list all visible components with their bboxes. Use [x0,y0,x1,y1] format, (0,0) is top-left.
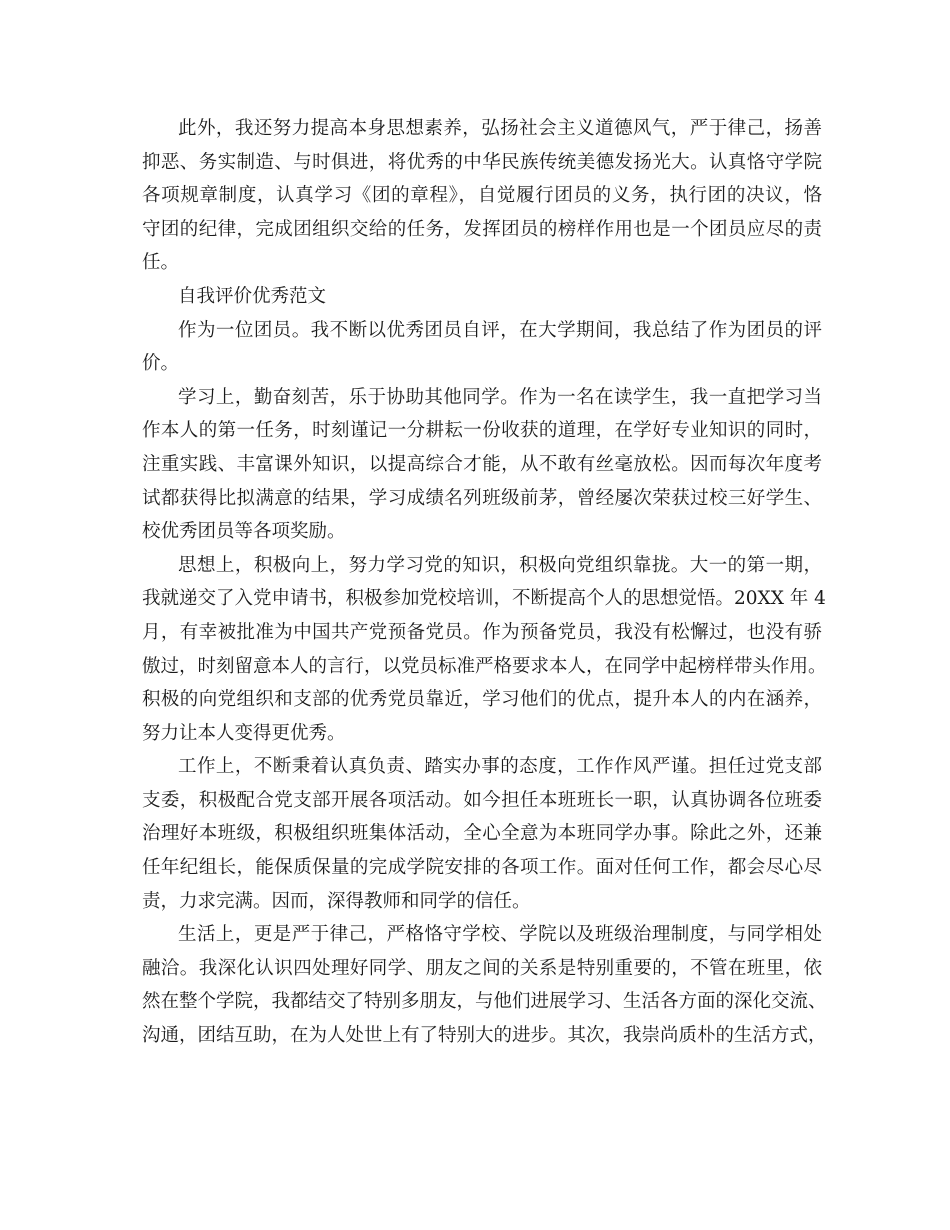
text-line: 月，有幸被批准为中国共产党预备党员。作为预备党员，我没有松懈过，也没有骄 [142,621,822,643]
paragraph-3 [142,381,822,549]
text-line: 守团的纪律，完成团组织交给的任务，发挥团员的榜样作用也是一个团员应尽的责 [142,218,822,240]
text-line: 作本人的第一任务，时刻谨记一分耕耘一份收获的道理，在学好专业知识的同时， [142,420,822,442]
text-line: 抑恶、务实制造、与时俱进，将优秀的中华民族传统美德发扬光大。认真恪守学院 [142,151,822,173]
text-line: 治理好本班级，积极组织班集体活动，全心全意为本班同学办事。除此之外，还兼 [142,823,822,845]
text-line: 然在整个学院，我都结交了特别多朋友，与他们进展学习、生活各方面的深化交流、 [142,991,827,1013]
text-line: 支委，积极配合党支部开展各项活动。如今担任本班班长一职，认真协调各位班委 [142,789,822,811]
text-line: 任。 [142,252,180,274]
heading-line: 自我评价优秀范文 [178,285,327,307]
text-line: 各项规章制度，认真学习《团的章程》，自觉履行团员的义务，执行团的决议，恪 [142,185,822,207]
text-line: 校优秀团员等各项奖励。 [142,521,346,543]
text-line: 思想上，积极向上，努力学习党的知识，积极向党组织靠拢。大一的第一期， [178,554,822,576]
text-line: 积极的向党组织和支部的优秀党员靠近，学习他们的优点，提升本人的内在涵养， [142,689,822,711]
text-line: 试都获得比拟满意的结果，学习成绩名列班级前茅，曾经屡次荣获过校三好学生、 [142,487,822,509]
text-line: 价。 [142,353,180,375]
section-heading [142,280,822,314]
paragraph-5 [142,750,822,918]
text-line: 作为一位团员。我不断以优秀团员自评，在大学期间，我总结了作为团员的评 [178,319,822,341]
text-line: 傲过，时刻留意本人的言行，以党员标准严格要求本人，在同学中起榜样带头作用。 [142,655,827,677]
text-line: 工作上，不断秉着认真负责、踏实办事的态度，工作作风严谨。担任过党支部 [178,756,822,778]
document-body [142,112,827,1053]
text-line: 此外，我还努力提高本身思想素养，弘扬社会主义道德风气，严于律己，扬善 [178,118,822,139]
text-line: 任年纪组长，能保质保量的完成学院安排的各项工作。面对任何工作，都会尽心尽 [142,857,822,879]
text-line: 学习上，勤奋刻苦，乐于协助其他同学。作为一名在读学生，我一直把学习当 [178,386,822,408]
text-line: 责，力求完满。因而，深得教师和同学的信任。 [142,890,531,912]
text-line: 注重实践、丰富课外知识，以提高综合才能，从不敢有丝毫放松。因而每次年度考 [142,453,822,475]
paragraph-1 [142,112,822,280]
paragraph-4 [142,549,827,751]
paragraph-6 [142,918,827,1052]
text-line: 融洽。我深化认识四处理好同学、朋友之间的关系是特别重要的，不管在班里，依 [142,957,822,979]
text-line: 生活上，更是严于律己，严格恪守学校、学院以及班级治理制度，与同学相处 [178,924,822,946]
text-line: 沟通，团结互助，在为人处世上有了特别大的进步。其次，我崇尚质朴的生活方式， [142,1025,827,1047]
text-line: 我就递交了入党申请书，积极参加党校培训，不断提高个人的思想觉悟。20XX 年 4 [142,588,826,610]
paragraph-2 [142,314,822,381]
text-line: 努力让本人变得更优秀。 [142,722,346,744]
